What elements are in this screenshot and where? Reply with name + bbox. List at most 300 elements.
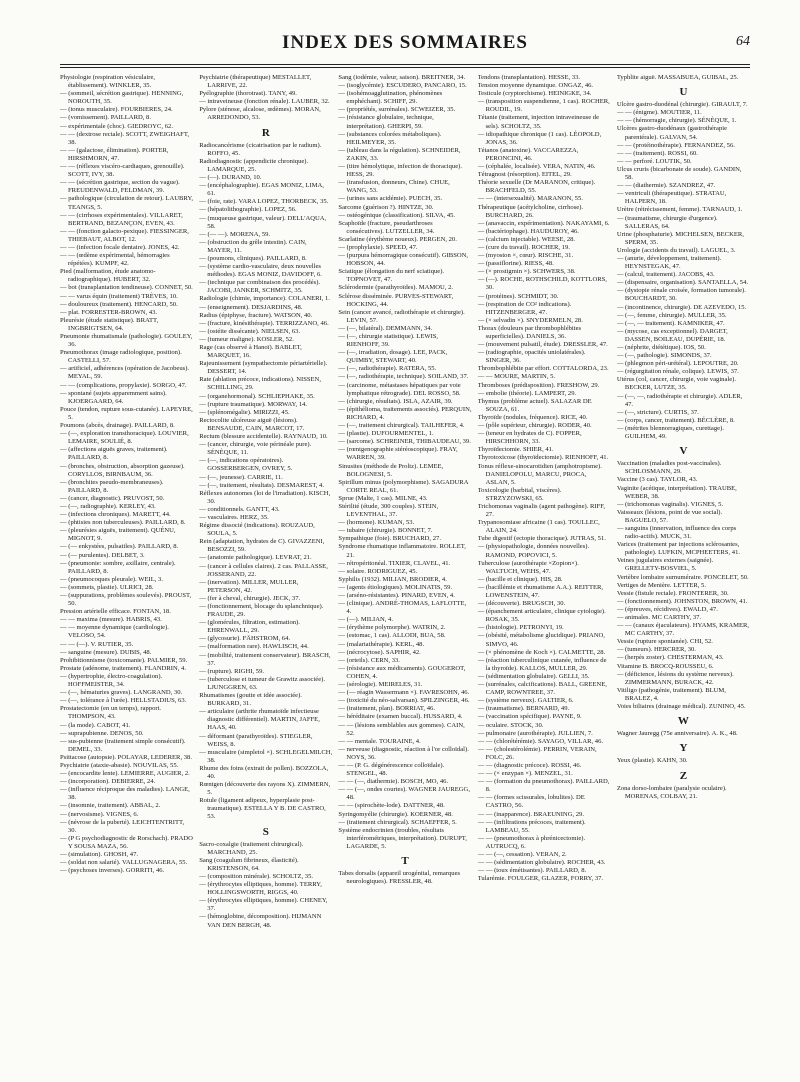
- index-entry: Vessie (fistule rectale). FRONTERER, 30.: [616, 589, 729, 597]
- index-entry: — (tuberculose et tumeur de Grawitz associée). LJUNGGREN, 63.: [199, 675, 325, 691]
- index-entry: — (enseignement). DESJARDINS, 48.: [199, 303, 303, 311]
- index-entry: — bot (transplantation tendineuse). CONNET, 50.: [60, 284, 193, 292]
- index-entry: Thrombophlébite par effort. COTTALORDA, 23.: [477, 365, 609, 373]
- index-entry: Pleurésie (étude statistique). BRATT, INGBRIGTSEN, 64.: [60, 316, 159, 332]
- index-entry: Testicule (cryptorchisme). HEINIGKE, 34.: [477, 90, 592, 98]
- index-entry: — — (pneumothorax à phrénicectomie). AUTRUCQ, 6.: [477, 834, 586, 850]
- index-entry: — suprapubienne. DENOS, 50.: [60, 729, 144, 737]
- index-entry: — (carcinome, métastases hépatiques par voie lymphatique rétrograde). DEL ROSSO, 58.: [338, 381, 461, 397]
- index-entry: — oculaire. STOCK, 30.: [477, 721, 544, 729]
- index-entry: — (simulation). GHOSH, 47.: [60, 851, 139, 858]
- index-entry: Rajeunissement (sympathectomie périartérielle). DESSERT, 14.: [199, 360, 328, 376]
- index-entry: — — (protéinothérapie). FERNANDEZ, 56.: [616, 141, 735, 149]
- index-entry: — — MOURE, MARTIN, 5.: [477, 373, 556, 381]
- index-entry: — (tonus musculaire). FOURBIERES, 24.: [60, 106, 173, 114]
- index-entry: — (vaccination spécifique). PAYNE, 9.: [477, 713, 582, 721]
- index-entry: — (glycosurie). FÄHSTROM, 64.: [199, 635, 291, 643]
- index-entry: Pouce (tendon, rupture sous-cutanée). LAPEYRE, 5.: [60, 405, 193, 421]
- index-entry: — (cancer, diagnostic). PRUVOST, 50.: [60, 494, 165, 502]
- index-entry: Prohibitionnisme (toxicomanie). PALMIER, 59.: [60, 656, 188, 664]
- index-entry: — — (traitement). ROSSI, 60.: [616, 149, 698, 157]
- index-entry: Stérilité (étude, 300 couples). STEIN, LEVENTHAL, 37.: [338, 502, 439, 519]
- index-entry: — (anatomie pathologique). LEVRAT, 21.: [199, 554, 312, 562]
- index-entry: — (anurie, développement, traitement). HEYNSTEGAK, 47.: [616, 254, 722, 271]
- index-entry: — (isohémoagglutination, phénomènes emphéchant). SCHIFF, 29.: [338, 90, 443, 106]
- index-entry: Réflexes autonomes (loi de l'irradiation). KISCH, 30.: [199, 489, 331, 505]
- index-entry: — (— réagin Wassermann ×). FAVRESOHN, 46.: [338, 689, 470, 697]
- index-entry: Tonus réflexe-sinocarotidien (amphotropisme). DANIELOPOLU, MARCU, PROCA, ASLAN, 5.: [477, 462, 602, 486]
- index-entry: — — mentale. TOURAINE, 4.: [338, 737, 421, 745]
- index-entry: — (nécrocytose). SAPHIR, 42.: [338, 648, 421, 656]
- index-entry: Tension moyenne dynamique. ONGAZ, 46.: [477, 82, 594, 90]
- index-entry: Trichomonas vaginalis (agent pathogène). RIFF, 27.: [477, 502, 606, 519]
- index-entry: Vertiges de Menière. LETTER, 5.: [616, 581, 706, 589]
- index-entry: Pyélographie (thorotrast). TANY, 49.: [199, 90, 297, 98]
- index-entry: Rate (ablation précoce, indications). NISSEN, SCHILLING, 29.: [199, 376, 321, 392]
- index-entry: — (foie, rate). VARA LOPEZ, THORBECK, 35.: [199, 198, 329, 206]
- index-entry: — — (spirochète-lode). DATTNER, 48.: [338, 802, 445, 810]
- index-entry: Sang (coagulum fibrineux, élasticité). KRISTENSON, 64.: [199, 856, 299, 872]
- index-entry: — (épreuves, récidives). EWALD, 47.: [616, 605, 718, 613]
- index-entry: — (physiopathologie, données nouvelles). RAMOND, POPOVICI, 5.: [477, 543, 590, 559]
- index-entry: — douloureux (traitement). HENCARD, 50.: [60, 300, 178, 308]
- index-entry: — (—, radiothérapie, technique). SOILAND, 37.: [338, 373, 469, 381]
- index-entry: — — (fonction galacto-pexique). FIESSINGER, THIEBAUT, ALBOT, 12.: [60, 227, 189, 243]
- index-entry: — (bacillémie et rhumatisme A.A.). REITTER, LOWENSTEIN, 47.: [477, 583, 604, 599]
- index-entry: — ostéogénique (classification). SILVA, 45.: [338, 211, 456, 219]
- index-entry: — (influence réciproque des maladies). LANGE, 38.: [60, 786, 190, 802]
- index-entry: — — (lésions semblables aux gommes). CAIN, 52.: [338, 721, 465, 737]
- index-entry: — (—, — traitement). KAMNIKER, 47.: [616, 319, 725, 327]
- index-entry: Wagner Jauregg (75e anniversaire). A. K., 48.: [616, 730, 738, 738]
- index-entry: — — (réflexes viscéro-cardiaques, grenouille). SCOTT, IVY, 38.: [60, 163, 185, 179]
- page-header: [60, 28, 750, 62]
- index-entry: Thyroïde (nodules, fréquence). RICE, 40.: [477, 413, 588, 421]
- index-entry: — sanguins (innervation, influence des corps radio-actifs). MUCK, 31.: [616, 524, 737, 541]
- index-columns: [60, 74, 750, 1074]
- index-entry: — — (toux émétisantes). PAILLARD, 8.: [477, 867, 587, 875]
- index-column: [478, 74, 611, 1074]
- index-entry: — (nervosisme). VIGNES, 6.: [60, 810, 139, 818]
- index-entry: — (—). MILIAN, 4.: [338, 616, 393, 624]
- index-entry: — conditionnels. GANTT, 43.: [199, 505, 280, 513]
- index-entry: — — (infiltrations précoces, traitement). LAMBEAU, 55.: [477, 818, 586, 834]
- index-entry: Pression artérielle efficace. FONTAN, 18.: [60, 608, 171, 616]
- index-entry: Système endocrinien (troubles, résultats interférométriques, interprétation). DURUPT, LAGARDE, 5.: [338, 826, 467, 850]
- index-entry: Radius (épiphyse, fracture). WATSON, 40.: [199, 311, 313, 319]
- index-entry: — (insomnie, traitement). ABBAL, 2.: [60, 802, 161, 810]
- index-entry: — (histologie). PETRONYI, 19.: [477, 624, 564, 632]
- index-entry: — intraveineuse (fonction rénale). LAUBER, 32.: [199, 98, 330, 106]
- index-entry: — (surrénales, calcifications). BALL, GREENE, CAMP, ROWNTREE, 37.: [477, 681, 607, 697]
- index-entry: Vaginite (acétique, interprétation). TRAUBE, WEBER, 38.: [616, 484, 737, 500]
- index-entry: Spirillum minus (polymorphisme). SAGADURA CORTE REAL, 61.: [338, 478, 469, 494]
- header-rule-double: [60, 67, 750, 68]
- index-entry: — (obstruction du grêle intestin). CAIN, MAYER, 11.: [199, 238, 307, 254]
- index-entry: — (—, exploration transthoracique). LOUVIER, LEMAIRE, SOULIÉ, 8.: [60, 430, 189, 446]
- index-entry: — (bronches, obstruction, absorption gazeuse). CORYLLOS, BIRNBAUM, 36.: [60, 462, 185, 478]
- index-entry: Vaccination (maladies post-vaccinales). SCHLOSMANN, 29.: [616, 460, 722, 476]
- index-entry: — (transfusion, donneurs, Chine). CHUE, WANG, 53.: [338, 179, 450, 195]
- index-entry: — (fonctionnement). JOHNSTON, BROWN, 41.: [616, 597, 748, 605]
- index-entry: Urologie (accidents du travail). LAGUEL, 3.: [616, 246, 736, 254]
- index-entry: — (—). ROCHE, ROTHSCHILD, KOTTLORS, 30.: [477, 276, 607, 292]
- index-entry: Physiologie (respiration vésiculaire, établissement). WINKLER, 35.: [60, 74, 156, 90]
- index-entry: — (érythrocytes elliptiques, homme). TERRY, HOLLINGSWORTH, RIGGS, 40.: [199, 881, 322, 897]
- index-entry: — (résistance globulaire, technique, interprétation). GHERPI, 59.: [338, 114, 434, 130]
- index-entry: — sus-pubienne (traitement simple consécutif). DEMEL, 33.: [60, 737, 186, 753]
- index-entry: Radiocancérisme (cicatrisation par le radium). ROFFO, 45.: [199, 141, 322, 157]
- index-entry: — (traumatisme). BERNARD, 49.: [477, 705, 570, 713]
- index-entry: — (encocardite lente). LEMIERRE, AUGIER, 2.: [60, 770, 190, 778]
- index-entry: — (sarcome). SCHREINER, THIBAUDEAU, 39.: [338, 438, 471, 446]
- index-entry: Vertèbre lombaire surnuméraire. PONCELET, 50.: [616, 573, 749, 581]
- index-entry: — (vomissement). PAILLARD, 8.: [60, 114, 151, 122]
- index-entry: — (clinique). ANDRÉ-THOMAS, LAFLOTTE, 4.: [338, 600, 467, 616]
- index-entry: — (passiflorine). RIESS, 48.: [477, 260, 554, 268]
- index-entry: — (purpura hémorragique consécutif). GIBSON, HOBSON, 44.: [338, 252, 469, 268]
- index-entry: — (calcul, traitement). JACOBS, 43.: [616, 271, 715, 279]
- index-entry: Radiodiagnostic (appendicite chronique). LAMARQUE, 25.: [199, 157, 309, 173]
- index-entry: — (malariathérapie). KERL, 48.: [338, 640, 425, 648]
- section-letter: W: [677, 715, 689, 728]
- index-entry: — (pneumonie: sombre, axillaire, centrale). PAILLARD, 8.: [60, 559, 176, 575]
- index-entry: Sinusites (méthode de Proltz). LEMEE, BOLOGNESI, 5.: [338, 462, 444, 478]
- index-entry: — — (diagnostic précoce). ROSSI, 46.: [477, 761, 582, 769]
- index-entry: — — (formation du pneumothorax). PAILLARD, 8.: [477, 778, 610, 794]
- index-entry: — (hémoglobine, décomposition). HIJMANN VAN DEN BERGH, 48.: [199, 913, 322, 929]
- index-entry: Urètre (rétrécissement, femme). TARNAUD, 1.: [616, 206, 743, 214]
- index-entry: — nerveuse (diagnostic, réaction à l'or colloïdal). NOYS, 36.: [338, 745, 469, 761]
- index-entry: Rectocolite ulcéreuse aiguë (lésions). BENSAUDE, CAIN, MARCOT, 17.: [199, 416, 305, 432]
- index-entry: — (phtisies non tuberculeuses). PAILLARD, 8.: [60, 519, 186, 527]
- index-entry: — (P G psychodiagnostic de Rorschach). PRADO Y SOUSA MAZA, 56.: [60, 834, 193, 850]
- index-entry: — (composition minérale). SCHOLTZ, 35.: [199, 873, 314, 880]
- index-entry: — (myoston ×, cœur). RISCHE, 31.: [477, 252, 574, 260]
- index-entry: — (orteils). CERN, 33.: [338, 656, 400, 664]
- index-entry: — (dispensaire, organisation). SANTAELLA, 54.: [616, 279, 749, 287]
- index-entry: — (fer à cheval, chirurgie). JECK, 37.: [199, 594, 301, 602]
- index-entry: Régime dissocié (indications). ROUZAUD, SOULA, 5.: [199, 522, 315, 538]
- index-entry: — (traumatisme, chirurgie d'urgence). SALLERAS, 64.: [616, 214, 718, 230]
- index-entry: — (isoglycémie). ESCUDERO, PANCARO, 15.: [338, 82, 467, 90]
- index-entry: — — (intersexualité). MARANON, 55.: [477, 195, 583, 203]
- index-entry: Urine (phosphaturie). MICHELSEN, BECKER, SPERM, 35.: [616, 230, 744, 246]
- index-entry: Rectum (blessure accidentelle). RAYNAUD, 10.: [199, 433, 328, 441]
- index-entry: — (cure du travail). ROCHER, 19.: [477, 243, 570, 251]
- index-entry: — ventriculi (thérapeutique). STRATAU, HALPERN, 18.: [616, 190, 727, 206]
- index-entry: — (mouvement pulsatil, étude). DRESSLER, 47.: [477, 341, 608, 349]
- index-entry: — — moyenne dynamique (cardiologie). VELOSO, 54.: [60, 624, 169, 640]
- index-entry: — (muqueuse gastrique, valeur). DELL'AQUA, 58.: [199, 214, 327, 230]
- index-entry: Vaisseaux (lésions, point de vue social). BAGUELO, 57.: [616, 508, 723, 524]
- index-entry: Trypanosomiase africaine (1 cas). TOULLEC, ALAIN, 24.: [477, 519, 600, 535]
- index-entry: — expérimentale (choc). GIEDROYC, 62.: [60, 122, 173, 130]
- index-entry: Syringomyélie (chirurgie). KOERNER, 48.: [338, 810, 453, 818]
- section-letter: Z: [679, 769, 688, 782]
- index-entry: Rage (cas observé à Hanoï). BABLET, MARQUET, 16.: [199, 344, 302, 360]
- section-letter: U: [679, 86, 688, 99]
- index-entry: — (—, jeunesse). CARRIE, 11.: [199, 473, 283, 481]
- index-column: [338, 74, 471, 1074]
- index-entry: — (découverte). BRUGSCH, 30.: [477, 600, 566, 608]
- index-entry: — — (dextrose rectale). SCOTT, ZWEIGHAFT, 38.: [60, 130, 190, 146]
- index-entry: — (sédimentation globulaire). GELLI, 35.: [477, 672, 590, 680]
- index-entry: — (—, bilatéral). DEMMANN, 34.: [338, 324, 433, 332]
- index-entry: Utérus (col, cancer, chirurgie, voie vaginale). BECKER, LUTZE, 35.: [616, 376, 736, 392]
- index-entry: — (céphalée, localisée). VERA, NATIN, 46.: [477, 163, 596, 171]
- index-entry: Thymus (problème actuel). SALAZAR DE SOUZA, 61.: [477, 397, 592, 413]
- index-entry: — (propriétés, surrénales). SCWEIZER, 35.: [338, 106, 456, 114]
- index-entry: Psychiatrie (ataxie-abasie). NOUVILAS, 55.: [60, 761, 179, 769]
- index-entry: — (× phénomène de Koch ×). CALMETTE, 28.: [477, 648, 606, 656]
- page-number: 64: [736, 34, 750, 49]
- index-entry: — (fonctionnement, blocage du splanchnique). FRAUDE, 29.: [199, 603, 324, 619]
- index-entry: — (transposition suspendienne, 1 cas). ROCHER, ROUDIL, 19.: [477, 98, 610, 114]
- section-letter: Y: [679, 742, 688, 755]
- index-entry: — tubaire (chirurgie). BONNET, 7.: [338, 527, 433, 535]
- index-entry: Rœntgen (découverte des rayons X). ZIMMERN, 5.: [199, 781, 331, 797]
- index-entry: — (organehormonal). SCHLIEPHAKE, 35.: [199, 392, 315, 400]
- index-entry: — plat. FORRESTER-BROWN, 43.: [60, 308, 158, 316]
- index-entry: Rhumatismes (goutte et idée associée). BURKARD, 31.: [199, 692, 302, 708]
- index-entry: — (titre hémolytique, infection de thoracique). HESS, 29.: [338, 163, 462, 179]
- index-entry: — déformant (parathyroïdes). STIEGLER, WEISS, 8.: [199, 732, 313, 748]
- index-entry: Veines jugulaires externes (saignée). GRELLETY-BOSVIEL, 5.: [616, 557, 714, 573]
- index-entry: Radiologie (chimie, importance). COLANERI, 1.: [199, 295, 330, 303]
- index-entry: — (—, pathologie). SIMONDS, 37.: [616, 352, 712, 360]
- index-entry: — (hépatolithographie). LOPEZ, 56.: [199, 206, 297, 214]
- index-entry: Ulcus cruris (bicarbonate de soude). GANDIN, 58.: [616, 165, 742, 182]
- index-entry: Vessie (rupture spontanée). CHI, 52.: [616, 638, 713, 646]
- section-letter: R: [261, 126, 270, 139]
- index-entry: — — (—). V. RUTIER, 35.: [60, 640, 134, 648]
- index-entry: Sciatique (élongation du nerf sciatique). TOPNOVET, 47.: [338, 268, 445, 284]
- index-entry: — (affections aiguës graves, traitement). PAILLARD, 8.: [60, 446, 168, 462]
- index-entry: Sein (cancer avancé, radiothérapie et chirurgie). LEVIN, 57.: [338, 308, 465, 324]
- index-entry: — (métrites blennorragiques, curettage). GUILHEM, 49.: [616, 424, 724, 441]
- index-entry: Pied (malformation, étude anatomo-radiographique). HUBERT, 32.: [60, 268, 156, 284]
- index-entry: — (— enkystées, pulsatiles). PAILLARD, 8.: [60, 543, 179, 551]
- index-entry: — — (× enzypan ×). MENZEL, 31.: [477, 770, 573, 778]
- index-entry: — (suppurations, problèmes soulevés). PROUST, 50.: [60, 592, 192, 608]
- index-column: [617, 74, 750, 1074]
- index-entry: — pulmonaire (aurothérapie). JULLIEN, 7.: [477, 729, 593, 737]
- index-entry: — (rœntgenographie stéréoscopique). FRAY, WARREN, 39.: [338, 446, 458, 462]
- index-entry: — (encéphalographie). EGAS MONIZ, LIMA, 61.: [199, 182, 324, 198]
- index-entry: — (fracture, kinésithérapie). TERRIZZANO, 46.: [199, 319, 329, 327]
- index-entry: — (malformation rare). HAWLISCH, 44.: [199, 643, 309, 651]
- index-entry: — (néphrite, diététique). IOS, 50.: [616, 344, 706, 351]
- index-entry: Prostate (adénome, traitement). FLANDRIN, 4.: [60, 664, 186, 672]
- index-entry: — (infections chroniques). MARETT, 44.: [60, 511, 171, 519]
- index-entry: — (poumons, cliniques). PAILLARD, 8.: [199, 254, 307, 262]
- index-entry: — (protéines). SCHMIDT, 30.: [477, 292, 559, 300]
- index-entry: Psychiatrie (thérapeutique) MESTALLET, LARRIVE, 22.: [199, 74, 312, 90]
- index-entry: — (plastie). DUFOURMENTEL, 1.: [338, 430, 434, 438]
- index-entry: — (rupture). RIGHI, 59.: [199, 667, 265, 675]
- index-entry: — — (canaux éjaculateurs). HYAMS, KRAMER, MC CARTHY, 37.: [616, 622, 750, 638]
- index-entry: — — (énigme). MOUTIER, 11.: [616, 109, 702, 117]
- index-entry: — — (complications, propylaxie). SORGO, 47.: [60, 381, 187, 389]
- index-entry: Voies biliaires (drainage médical). ZUNINO, 45.: [616, 703, 746, 711]
- index-entry: — — (P. G. dégénérescence colloïdale). STENGEL, 48.: [338, 761, 445, 778]
- index-entry: — (incorporation). DEBIERRE, 24.: [60, 778, 156, 786]
- index-entry: Tétragnost (résorption). EITEL, 29.: [477, 171, 572, 179]
- index-entry: Psittacose (autopsie). POLAYAR, LEDERER, 38.: [60, 753, 192, 761]
- index-entry: — embolie (théorie). LAMPERT, 29.: [477, 389, 577, 397]
- index-entry: Théorie sexuelle (Dr MARANON, critique). BRACHFELD, 55.: [477, 179, 596, 195]
- index-entry: — (calcium injectable). WEESE, 28.: [477, 235, 576, 243]
- index-entry: Yeux (plastie). KAHN, 30.: [616, 757, 688, 765]
- index-entry: Sprue (Malte, 1 cas). MILNE, 43.: [338, 494, 428, 502]
- index-entry: Tendons (transplantation). HESSE, 33.: [477, 74, 581, 81]
- index-entry: — (soldat non salarié). VALLUGNAGERA, 55.: [60, 859, 188, 867]
- index-entry: — (sommeil, sécrétion gastrique). HENNING, NOROUTH, 35.: [60, 90, 184, 106]
- index-entry: — (inervation). MILLER, MULLER, PETERSON, 42.: [199, 578, 299, 594]
- index-entry: Sympathique (foie). BRUCHARD, 27.: [338, 535, 441, 543]
- index-entry: Sarcome (guérison ?). HINTZE, 30.: [338, 203, 434, 211]
- index-entry: Rhume des foins (extrait de pollen). BOZZOLA, 40.: [199, 764, 329, 780]
- index-entry: — sanguine (mesure). DUBIS, 48.: [60, 648, 152, 656]
- index-entry: — (sérologie). MEIRELES, 31.: [338, 681, 423, 689]
- index-entry: — (—, chirurgie statistique). LEWIS, RIENHOFF, 39.: [338, 333, 439, 349]
- index-entry: Scarlatine (érythème noueux). PERGEN, 20.: [338, 235, 457, 243]
- index-entry: Varices (traitement par injections sclérosantes, pathologie). LUFKIN, MCPHEETERS, 41.: [616, 541, 741, 557]
- index-entry: Rein (adaptation, hydrates de C). GIVAZZENI, BESOZZI, 59.: [199, 538, 325, 554]
- index-entry: Pneumonie rhumatismale (pathologie). GOULEY, 36.: [60, 333, 193, 349]
- index-entry: — idiopathique chronique (1 cas). LÉOPOLD, JONAS, 36.: [477, 130, 602, 146]
- index-entry: — (épanchement articulaire, clinique cytologie). ROSAK, 35.: [477, 608, 606, 624]
- index-entry: — (—, hématuries graves). LANGRAND, 30.: [60, 689, 183, 697]
- index-entry: Tularémie. FOULGER, GLAZER, FORRY, 37.: [477, 875, 604, 883]
- index-entry: — (respiration de CO² indications). HITZENBERGER, 47.: [477, 300, 572, 316]
- index-entry: Tuberculose (aurothérapie ×Zopion×). WALTUCH, WEHS, 47.: [477, 559, 579, 575]
- index-entry: — (—, radiographie). KERLEY, 43.: [60, 502, 156, 510]
- index-entry: — (incontinence, chirurgie). DE AZEVEDO, 15.: [616, 303, 747, 311]
- index-entry: — (—, radiothérapie). RATERA, 55.: [338, 365, 437, 373]
- index-entry: — rétropéritonéal. TIXIER, CLAVEL, 41.: [338, 559, 451, 567]
- index-entry: — — (infection focale dentaire). JONES, 42.: [60, 243, 180, 251]
- index-entry: — (—, indications opératoires). GOSSERBERGEN, OVREY, 5.: [199, 457, 293, 473]
- index-column: [199, 74, 332, 1074]
- index-entry: — (— —). MORENA, 59.: [199, 230, 271, 238]
- index-entry: — (estomac, 1 cas). ALLODI, BUA, 58.: [338, 632, 446, 640]
- index-entry: — — (diathermie). SZANDREZ, 47.: [616, 182, 716, 190]
- page-title: INDEX DES SOMMAIRES: [282, 32, 528, 53]
- index-entry: Thromboses (prédisposition). FRESHOW, 29.: [477, 381, 600, 389]
- index-entry: — — perforé. LOUTIK, 50.: [616, 157, 692, 165]
- index-entry: — (système cardio-vasculaire, deux nouvelles méthodes). EGAS MONIZ, DAVIDOFF, 6.: [199, 263, 322, 279]
- index-entry: — (bacille et clinique). HIS, 28.: [477, 575, 563, 583]
- index-entry: — (glomérules, filtration, estimation). EHRENWALL, 29.: [199, 619, 300, 635]
- section-letter: S: [262, 825, 269, 838]
- index-entry: — (hypertrophie, électro-coagulation). HOFFMEISTER, 34.: [60, 672, 163, 689]
- index-entry: — solaire. RODRIGUEZ, 45.: [338, 567, 418, 575]
- index-entry: Pylore (sténose, alcalose, œdèmes). MORAN, ARREDONDO, 53.: [199, 106, 321, 122]
- index-entry: — (splénomégalie). MIRIZZI, 45.: [199, 408, 290, 416]
- index-entry: Tétanie (traitement, injection intraveineuse de sels). SCHOLTZ, 35.: [477, 114, 599, 130]
- header-rule: [60, 64, 750, 65]
- index-entry: — (—, traitement chirurgical). TAILHEFER, 4.: [338, 422, 465, 430]
- index-entry: — — (—, cessation). VERAN, 2.: [477, 851, 567, 858]
- index-entry: — (toxicité du néo-salvarsan). SPILZINGER, 46.: [338, 697, 470, 705]
- index-entry: — (prophylaxie). SPEED, 47.: [338, 243, 418, 251]
- index-entry: Sclérose disséminée. PURVES-STEWART, HOCKING, 44.: [338, 292, 454, 308]
- index-entry: — (arséno-résistantes). PINARD, EVEN, 4.: [338, 592, 455, 599]
- index-entry: — (technique par combinaison des procédés). JACOBI, JANKER, SCHMITZ, 35.: [199, 279, 321, 295]
- index-entry: — (—, irradiation, dosage). LEE, PACK, QUIMBY, STEWART, 40.: [338, 349, 448, 365]
- index-entry: — artificiel, adhérences (opération de Jacobeus). MEYAL, 59.: [60, 365, 190, 381]
- index-entry: — (régurgitation rénale, colique). LEWIS, 37.: [616, 368, 739, 376]
- index-entry: — (mycose, cas exceptionnel). DARGET, DASSEN, BOILEAU, DUPÉRIE, 18.: [616, 327, 728, 343]
- index-entry: — — (hémorragie, chirurgie). SÉNÈQUE, 1.: [616, 117, 737, 125]
- index-entry: — (ostéite dissécante). NIELSEN, 63.: [199, 327, 301, 335]
- index-entry: — (—, stricture). CURTIS, 37.: [616, 408, 699, 416]
- index-entry: — (cancer à cellules claires). 2 cas. PALLASSE, JOSSERAND, 22.: [199, 562, 328, 578]
- index-entry: — (la mode). CABOT, 41.: [60, 721, 131, 729]
- index-entry: — — (—, ondes courtes). WAGNER JAUREGG, 48.: [338, 786, 470, 802]
- index-entry: — (cancer, chirurgie, voie périnéale pure). SÉNÈQUE, 11.: [199, 441, 312, 457]
- index-entry: — (urines sans acidémie). PUECH, 35.: [338, 195, 443, 203]
- index-entry: — — (œdème expérimental, hémorragies répétées). KUMPF, 42.: [60, 252, 170, 268]
- index-entry: Vaccine (3 cas). TAYLOR, 43.: [616, 476, 698, 484]
- index-entry: — (névrose de la puberté). LEICHTENTRITT, 30.: [60, 818, 185, 834]
- index-entry: — (traitement, plan). BORRIAT, 46.: [338, 705, 435, 713]
- index-entry: — (érythrocytes elliptiques, homme). CHENEY, 37.: [199, 897, 328, 913]
- index-entry: — (bronchites pseudo-membraneuses). PAILLARD, 8.: [60, 478, 164, 494]
- index-entry: — vasculaires. HERZ, 35.: [199, 513, 269, 521]
- index-entry: — (substances colorées métaboliques). HEILMEYER, 35.: [338, 130, 442, 146]
- index-entry: — (— purulentes). DELBET, 3.: [60, 551, 145, 559]
- index-entry: — (psychoses inverses). GORRITI, 46.: [60, 867, 165, 875]
- index-entry: — — (—, diathermie). BOSCH, MO, 46.: [338, 778, 449, 786]
- index-entry: — (résistance aux médicaments). GOUGEROT, COHEN, 4.: [338, 664, 466, 680]
- index-entry: — — (formes scissurales, lobulites). DE CASTRO, 56.: [477, 794, 585, 810]
- index-entry: Thyroïdectomie. SHIER, 41.: [477, 446, 554, 454]
- index-entry: Vitiligo (pathogénie, traitement). BLUM, BRALEZ, 4.: [616, 686, 726, 702]
- section-letter: T: [401, 855, 409, 867]
- index-entry: — — (sécrétion gastrique, section du vague). FREUDENWALD, FELDMAN, 39.: [60, 179, 180, 195]
- index-entry: Ulcères gastro-duodénaux (gastrothérapie parentérale). GALVAN, 54.: [616, 125, 728, 141]
- index-entry: — (épithélioma, traitements associés). PERQUIN, RICHARD, 4.: [338, 405, 472, 421]
- index-entry: — (corps, cancer, traitement). BÉCLÈRE, 8.: [616, 416, 735, 424]
- index-entry: — articulaire (arthrite rhumatoïde infectieuse diagnostic différentiel). MARTIN, JAFFE, HAAS, 40.: [199, 708, 320, 732]
- index-entry: — (—). DURAND, 10.: [199, 174, 262, 182]
- index-entry: — (pneumocoques pleurale). WEIL, 3.: [60, 575, 163, 583]
- index-entry: Thérapeutique (acétylcholine, cirrhose). BURCHARD, 26.: [477, 203, 584, 219]
- index-entry: — (agents étiologiques). MOLINATIS, 59.: [338, 583, 453, 591]
- index-entry: — (pleurésies aiguës, traitement). QUÉNU, MIGNOT, 9.: [60, 527, 176, 543]
- index-entry: Tétanos (anatoxine). VACCAREZZA, PERONCINI, 46.: [477, 146, 579, 162]
- index-entry: — musculaire (simpletol ×). SCHLEGELMILCH, 38.: [199, 748, 333, 764]
- index-entry: — (radiographie, opacités uniolatérales). SINGER, 36.: [477, 349, 586, 365]
- index-entry: — (pôle supérieur, chirurgie). RODER, 40.: [477, 422, 592, 430]
- index-entry: Prostatectomie (en un temps), rapport. THOMPSON, 43.: [60, 705, 162, 721]
- index-entry: Syphilis (1932). MILIAN, BRODIER, 4.: [338, 575, 447, 583]
- index-entry: Sacro-coxalgie (traitement chirurgical). MARCHAND, 25.: [199, 840, 304, 856]
- index-entry: — (chirurgie, résultats). ISLA, AZAIR, 39.: [338, 397, 453, 405]
- index-entry: — (anavaccin, expérimentation). NAKAYAMI, 6.: [477, 219, 610, 227]
- index-entry: — — (galactose, élimination). PORTER, HIRSHMORN, 47.: [60, 146, 169, 162]
- index-entry: — (système nerveux). GALTIER, 6.: [477, 697, 574, 705]
- index-entry: — (mobilité, traitement conservateur). BRASCH, 37.: [199, 651, 331, 667]
- index-entry: — animales. MC CARTHY, 37.: [616, 614, 702, 621]
- index-entry: — (—, traitement, résultats). DESMAREST, 4.: [199, 481, 324, 489]
- index-entry: — (—, femme, chirurgie). MULLER, 35.: [616, 311, 727, 319]
- index-entry: — — maxima (mesure). HABRIS, 43.: [60, 616, 162, 624]
- index-entry: — — (inapparence). BRAEUNING, 29.: [477, 810, 584, 818]
